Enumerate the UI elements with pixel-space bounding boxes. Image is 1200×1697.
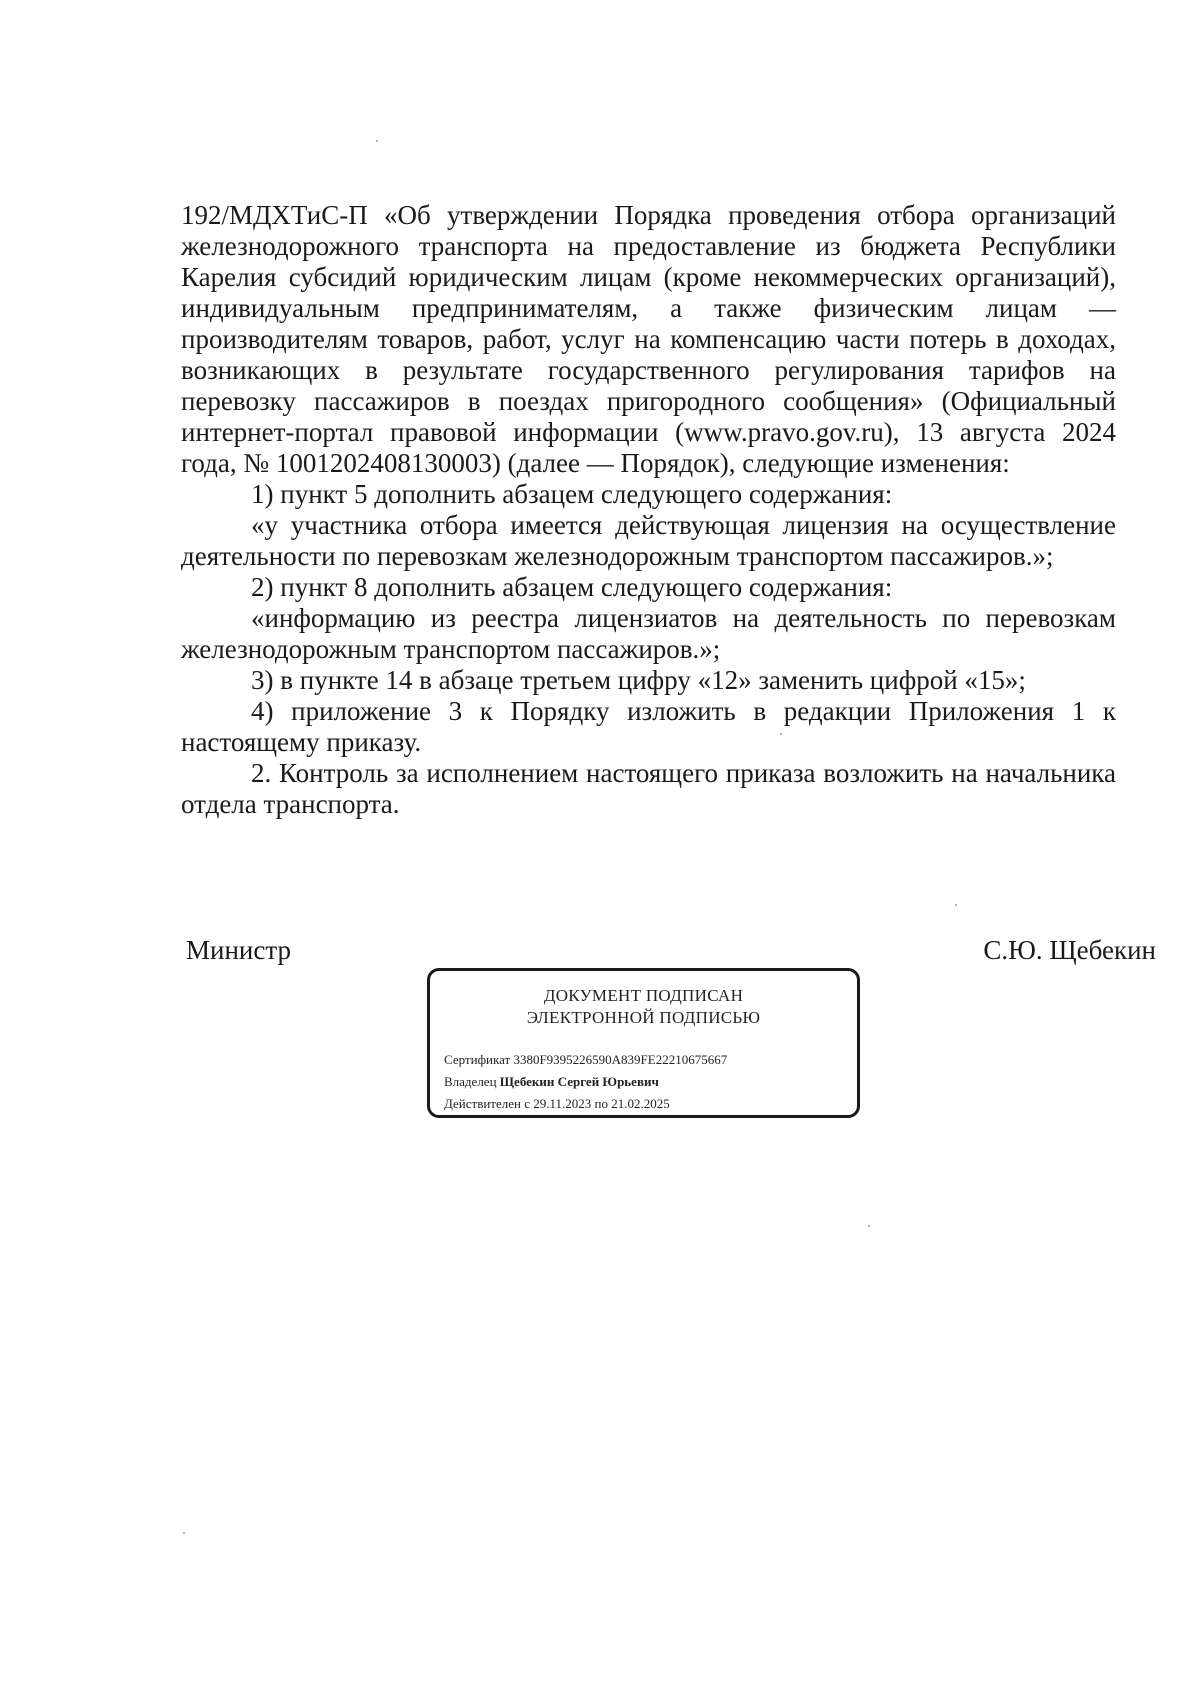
signatory-title: Министр [186, 935, 291, 965]
scan-speck [183, 1532, 185, 1534]
stamp-details [444, 1049, 727, 1115]
valid-label: Действителен с [444, 1096, 530, 1111]
certificate-value: 3380F9395226590A839FE22210675667 [513, 1052, 728, 1067]
electronic-signature-stamp [427, 968, 860, 1118]
stamp-validity-line [444, 1093, 727, 1115]
document-body [181, 200, 1116, 820]
scan-speck [376, 140, 378, 142]
valid-to: 21.02.2025 [611, 1096, 670, 1111]
body-paragraph-item-4: 4) приложение 3 к Порядку изложить в редакции Приложения 1 к настоящему приказу. [181, 696, 1116, 757]
stamp-heading-line-2: ЭЛЕКТРОННОЙ ПОДПИСЬЮ [526, 1008, 761, 1027]
stamp-owner-line [444, 1071, 727, 1093]
scan-speck [955, 904, 957, 906]
owner-value: Щебекин Сергей Юрьевич [499, 1074, 659, 1089]
body-paragraph-item-2-quote: «информацию из реестра лицензиатов на деятельность по перевозкам железнодорожным транспортом пассажиров.»; [181, 603, 1116, 664]
signatory-name: С.Ю. Щебекин [983, 935, 1156, 965]
body-paragraph-item-1-quote: «у участника отбора имеется действующая лицензия на осуществление деятельности по перевозкам железнодорожным транспортом пассажиров.»; [181, 510, 1116, 571]
body-paragraph-amendment-intro: 192/МДХТиС-П «Об утверждении Порядка проведения отбора организаций железнодорожного транспорта на предоставление из бюджета Республики Карелия субсидий юридическим лицам (кроме некоммерческих организаций), индивидуальным предпринимателям, а также физическим лицам — производителям товаров, работ, услуг на компенсацию части потерь в доходах, возникающих в результате государственного регулирования тарифов на перевозку пассажиров в поездах пригородного сообщения» (Официальный интернет-портал правовой информации (www.pravo.gov.ru), 13 августа 2024 года, № 1001202408130003) (далее — Порядок), следующие изменения: [181, 200, 1116, 478]
body-paragraph-item-3: 3) в пункте 14 в абзаце третьем цифру «12» заменить цифрой «15»; [251, 665, 1026, 695]
stamp-certificate-line [444, 1049, 727, 1071]
valid-from: 29.11.2023 [533, 1096, 592, 1111]
certificate-label: Сертификат [444, 1052, 511, 1067]
owner-label: Владелец [444, 1074, 497, 1089]
body-paragraph-item-2: 2) пункт 8 дополнить абзацем следующего содержания: [251, 572, 893, 602]
body-paragraph-item-1: 1) пункт 5 дополнить абзацем следующего содержания: [251, 479, 893, 509]
stamp-heading [430, 985, 857, 1029]
body-paragraph-control: 2. Контроль за исполнением настоящего приказа возложить на начальника отдела транспорта. [181, 758, 1116, 819]
valid-to-label: по [594, 1096, 608, 1111]
stamp-heading-line-1: ДОКУМЕНТ ПОДПИСАН [543, 986, 744, 1005]
scan-speck [868, 1225, 870, 1227]
